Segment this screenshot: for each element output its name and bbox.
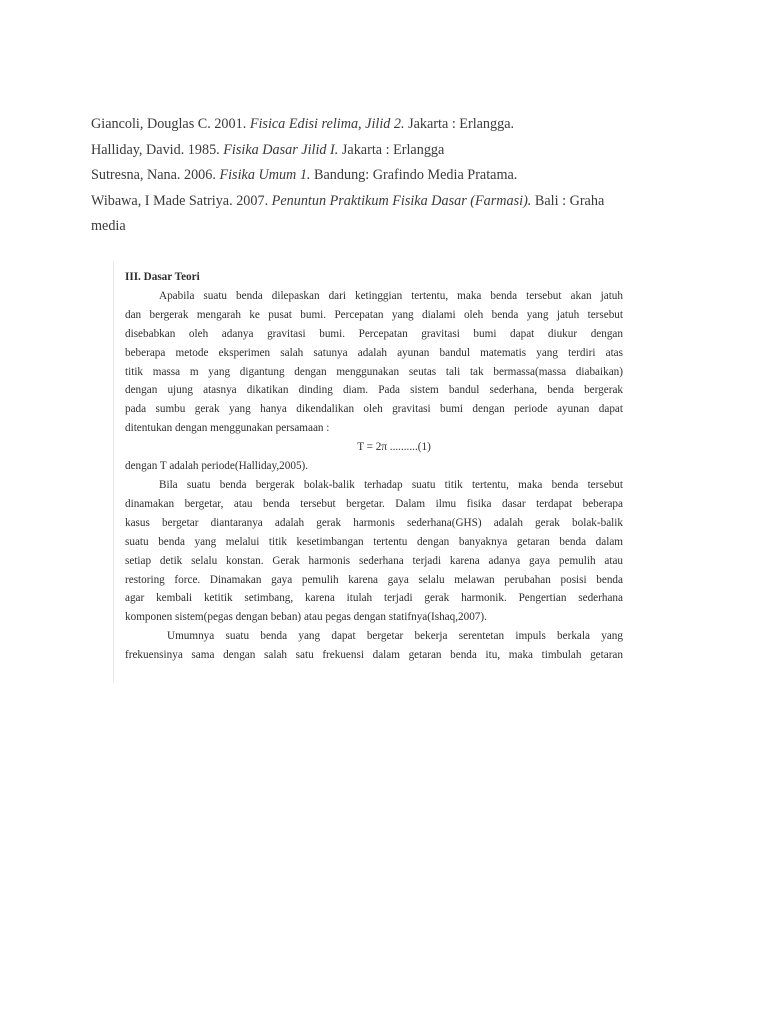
reference-entry (91, 189, 661, 215)
paragraph-line: beberapa metode eksperimen salah satunya adalah ayunan bandul matematis yang terdiri atas (125, 346, 623, 359)
paragraph-line: restoring force. Dinamakan gaya pemulih karena gaya selalu melawan perubahan posisi benda (125, 573, 623, 586)
reference-entry (91, 112, 661, 138)
reference-publisher: Bali : Graha (531, 192, 605, 209)
paragraph-line: disebabkan oleh adanya gravitasi bumi. Percepatan gravitasi bumi dapat diukur dengan (125, 327, 623, 340)
reference-title: Fisika Dasar Jilid I. (223, 141, 339, 158)
paragraph-line: kasus bergetar diantaranya adalah gerak harmonis sederhana(GHS) adalah gerak bolak-balik (125, 516, 623, 529)
paragraph-line: Umumnya suatu benda yang dapat bergetar bekerja serentetan impuls berkala yang (167, 630, 623, 643)
reference-continuation-text: media (91, 218, 126, 234)
reference-title: Penuntun Praktikum Fisika Dasar (Farmasi). (271, 192, 532, 209)
reference-author-year: Halliday, David. 1985. (91, 141, 224, 158)
paragraph-line: Bila suatu benda bergerak bolak-balik terhadap suatu titik tertentu, maka benda tersebut (159, 478, 623, 491)
reference-publisher: Jakarta : Erlangga. (404, 116, 515, 132)
reference-entry (91, 163, 661, 189)
reference-entry-continuation (91, 214, 661, 240)
reference-publisher: Jakarta : Erlangga (338, 141, 445, 158)
reference-list (91, 112, 661, 240)
paragraph-line: dengan ujung atasnya dikatikan dinding diam. Pada sistem bandul sederhana, benda bergerak (125, 384, 623, 397)
paragraph-line: Apabila suatu benda dilepaskan dari ketinggian tertentu, maka benda tersebut akan jatuh (159, 289, 623, 302)
section-heading: III. Dasar Teori (125, 271, 200, 283)
paragraph-line: dinamakan bergetar, atau benda tersebut bergetar. Dalam ilmu fisika dasar terdapat beberapa (125, 497, 623, 510)
reference-entry (91, 138, 661, 164)
paragraph-line: dan bergerak mengarah ke pusat bumi. Percepatan yang dialami oleh benda yang jatuh tersebut (125, 308, 623, 321)
paragraph-line: frekuensinya sama dengan salah satu frekuensi dalam getaran benda itu, maka timbulah getaran (125, 649, 623, 662)
reference-publisher: Bandung: Grafindo Media Pratama. (310, 167, 518, 183)
paragraph-line: setiap detik selalu konstan. Gerak harmonis sederhana terjadi karena adanya gaya pemulih atau (125, 554, 623, 567)
reference-author-year: Wibawa, I Made Satriya. 2007. (91, 192, 272, 209)
paragraph-line: komponen sistem(pegas dengan beban) atau pegas dengan statifnya(Ishaq,2007). (125, 611, 487, 624)
paragraph-line: ditentukan dengan menggunakan persamaan : (125, 422, 330, 435)
paragraph-line: suatu benda yang melalui titik kesetimbangan tertentu dengan banyaknya getaran benda dalam (125, 535, 623, 548)
scanned-theory-excerpt (113, 262, 631, 682)
paragraph-line: agar kembali ketitik setimbang, karena itulah terjadi gerak harmonik. Pengertian sederhana (125, 592, 623, 605)
paragraph-line: titik massa m yang digantung dengan menggunakan seutas tali tak bermassa(massa diabaikan) (125, 365, 623, 378)
reference-author-year: Giancoli, Douglas C. 2001. (91, 116, 250, 132)
paragraph-line: pada sumbu gerak yang hanya dikendalikan oleh gravitasi bumi dengan periode ayunan dapat (125, 403, 623, 416)
reference-title: Fisica Edisi relima, Jilid 2. (249, 116, 405, 132)
equation-line: T = 2π ..........(1) (357, 441, 431, 454)
paragraph-line: dengan T adalah periode(Halliday,2005). (125, 460, 309, 473)
reference-author-year: Sutresna, Nana. 2006. (91, 167, 220, 183)
reference-title: Fisika Umum 1. (219, 167, 311, 183)
